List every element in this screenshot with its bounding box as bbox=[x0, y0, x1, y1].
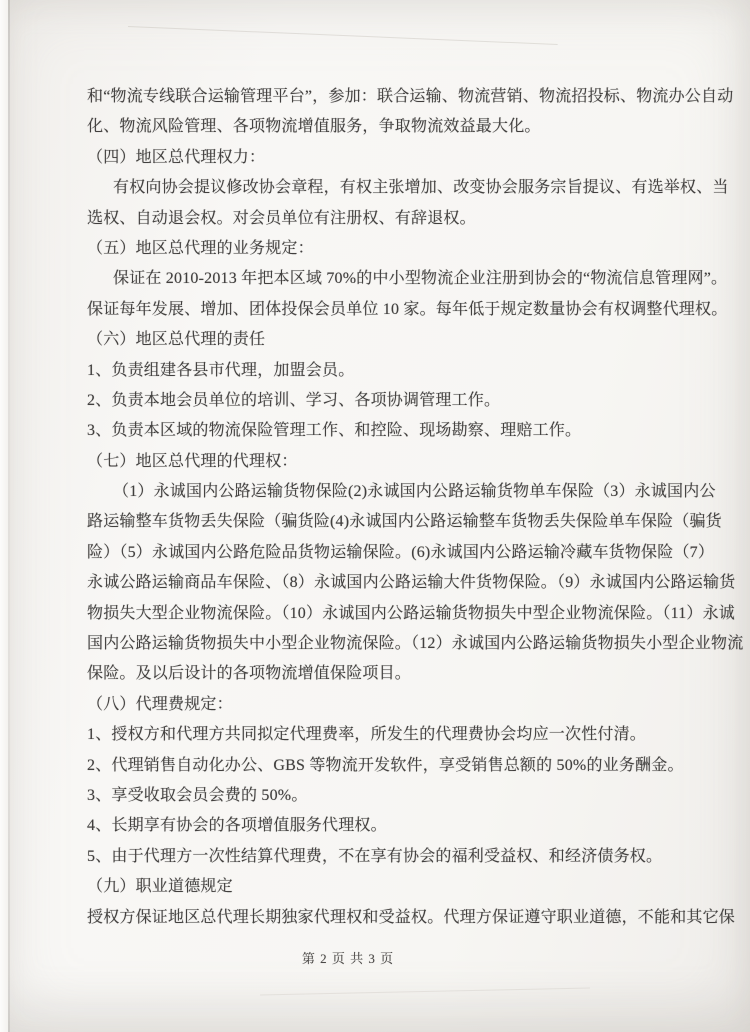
list-item: 5、由于代理方一次性结算代理费，不在享有协会的福利受益权、和经济债务权。 bbox=[87, 847, 663, 865]
section-heading: （五）地区总代理的业务规定： bbox=[87, 239, 314, 257]
text-line: 选权、自动退会权。对会员单位有注册权、有辞退权。 bbox=[87, 209, 476, 227]
text-line: 化、物流风险管理、各项物流增值服务，争取物流效益最大化。 bbox=[87, 118, 541, 136]
section-heading: （九）职业道德规定 bbox=[87, 878, 233, 896]
section-heading: （七）地区总代理的代理权： bbox=[87, 452, 298, 470]
scan-crease-top bbox=[128, 26, 558, 45]
list-item: 4、长期享有协会的各项增值服务代理权。 bbox=[87, 817, 387, 835]
text-line: 和“物流专线联合运输管理平台”，参加：联合运输、物流营销、物流招投标、物流办公自动 bbox=[87, 88, 734, 105]
text-line: 险）（5）永诚国内公路危险品货物运输保险。(6)永诚国内公路运输冷藏车货物保险（7） bbox=[87, 543, 715, 561]
section-heading: （八）代理费规定： bbox=[87, 695, 233, 713]
section-heading: （四）地区总代理权力： bbox=[87, 148, 266, 166]
text-line: 保险。及以后设计的各项物流增值保险项目。 bbox=[87, 665, 412, 683]
scan-crease-bottom bbox=[260, 988, 590, 996]
page-content bbox=[87, 82, 744, 933]
text-line: 保证在 2010-2013 年把本区域 70%的中小型物流企业注册到协会的“物流信息管理网”。 bbox=[113, 270, 728, 288]
text-line: 路运输整车货物丢失保险（骗货险(4)永诚国内公路运输整车货物丢失保险单车保险（骗货 bbox=[87, 513, 722, 531]
list-item: 3、负责本区域的物流保险管理工作、和控险、现场勘察、理赔工作。 bbox=[87, 422, 582, 440]
scan-edge-left bbox=[0, 0, 8, 1032]
section-heading: （六）地区总代理的责任 bbox=[87, 331, 266, 349]
text-line: （1）永诚国内公路运输货物保险(2)永诚国内公路运输货物单车保险（3）永诚国内公 bbox=[113, 483, 716, 501]
text-line: 国内公路运输货物损失中小型企业物流保险。（12）永诚国内公路运输货物损失小型企业物流 bbox=[87, 635, 744, 653]
page-footer: 第 2 页 共 3 页 bbox=[301, 951, 395, 966]
text-line: 有权向协会提议修改协会章程，有权主张增加、改变协会服务宗旨提议、有选举权、当 bbox=[113, 179, 729, 197]
text-line: 保证每年发展、增加、团体投保会员单位 10 家。每年低于规定数量协会有权调整代理权。 bbox=[87, 300, 728, 318]
list-item: 1、授权方和代理方共同拟定代理费率，所发生的代理费协会均应一次性付清。 bbox=[87, 726, 647, 744]
text-line: 永诚公路运输商品车保险、（8）永诚国内公路运输大件货物保险。（9）永诚国内公路运输货 bbox=[87, 574, 736, 592]
list-item: 1、负责组建各县市代理，加盟会员。 bbox=[87, 361, 355, 379]
scan-crease-left bbox=[8, 0, 10, 1032]
text-line: 物损失大型企业物流保险。（10）永诚国内公路运输货物损失中型企业物流保险。（11）永诚 bbox=[87, 604, 736, 622]
list-item: 2、代理销售自动化办公、GBS 等物流开发软件，享受销售总额的 50%的业务酬金。 bbox=[87, 756, 684, 774]
list-item: 3、享受收取会员会费的 50%。 bbox=[87, 786, 308, 804]
text-line: 授权方保证地区总代理长期独家代理权和受益权。代理方保证遵守职业道德，不能和其它保 bbox=[87, 908, 736, 926]
list-item: 2、负责本地会员单位的培训、学习、各项协调管理工作。 bbox=[87, 391, 501, 409]
